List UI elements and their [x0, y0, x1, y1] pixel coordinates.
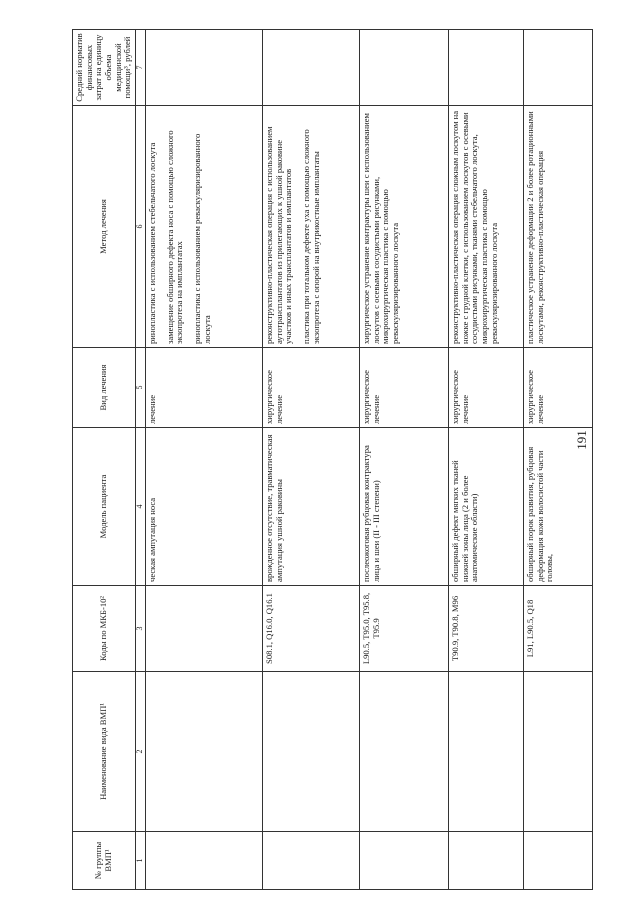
rotated-table-container	[72, 30, 572, 890]
cell-methods	[524, 106, 593, 348]
cell-name	[524, 672, 593, 832]
cell-group	[263, 832, 360, 890]
cell-cost	[449, 30, 524, 106]
method-text: реконструктивно-пластическая операция сложным лоскутом на ножке с грудной клетки, с использованием лоскутов с осевыми сосудистыми рисунками, тканями стебельчатого лоскута, микрохирургическая пластика с помощью реваскуляризированного лоскута	[450, 110, 499, 344]
page-number: 191	[574, 430, 589, 450]
header-treatment: Вид лечения	[73, 348, 136, 428]
column-number: 3	[136, 586, 146, 672]
vmp-table	[72, 29, 593, 890]
cell-name	[360, 672, 449, 832]
column-number: 7	[136, 30, 146, 106]
cell-methods	[360, 106, 449, 348]
cell-model: врожденное отсутствие, травматическая ампутация ушной раковины	[263, 428, 360, 586]
cell-group	[449, 832, 524, 890]
cell-cost	[360, 30, 449, 106]
method-text: ринопластика с использованием стебельчатого лоскута	[147, 142, 157, 344]
header-cost: Средний норматив финансовых затрат на единицу объема медицинской помощи³, рублей	[73, 30, 136, 106]
cell-methods	[449, 106, 524, 348]
cell-codes: L90.5, T95.0, T95.8, T95.9	[360, 586, 449, 672]
cell-treatment: хирургическое лечение	[449, 348, 524, 428]
column-number: 1	[136, 832, 146, 890]
cell-treatment: лечение	[146, 348, 263, 428]
cell-codes: S08.1, Q16.0, Q16.1	[263, 586, 360, 672]
column-number: 6	[136, 106, 146, 348]
column-number: 5	[136, 348, 146, 428]
cell-model: послеожоговая рубцовая контрактура лица и шеи (II - III степени)	[360, 428, 449, 586]
cell-name	[449, 672, 524, 832]
cell-name	[146, 672, 263, 832]
cell-codes: L91, L90.5, Q18	[524, 586, 593, 672]
header-method: Метод лечения	[73, 106, 136, 348]
header-row	[73, 30, 136, 890]
method-text: пластика при тотальном дефекте уха с помощью сложного экзопротеза с опорой на внутрикостные имплантаты	[300, 129, 321, 344]
column-number: 4	[136, 428, 146, 586]
header-codes: Коды по МКБ-10²	[73, 586, 136, 672]
cell-codes	[146, 586, 263, 672]
cell-cost	[524, 30, 593, 106]
method-text: реконструктивно-пластическая операция с использованием аутотрансплантатов из прилегающих к ушной раковине участков и иных трансплантатов и имплантатов	[264, 126, 294, 344]
table-row	[449, 30, 524, 890]
column-number: 2	[136, 672, 146, 832]
header-name: Наименование вида ВМП¹	[73, 672, 136, 832]
cell-methods	[263, 106, 360, 348]
cell-cost	[146, 30, 263, 106]
cell-name	[263, 672, 360, 832]
header-model: Модель пациента	[73, 428, 136, 586]
cell-treatment: хирургическое лечение	[360, 348, 449, 428]
cell-treatment: хирургическое лечение	[524, 348, 593, 428]
cell-model: обширный порок развития, рубцовая деформация кожи волосистой части головы,	[524, 428, 593, 586]
cell-model: обширный дефект мягких тканей нижней зоны лица (2 и более анатомические области)	[449, 428, 524, 586]
cell-group	[360, 832, 449, 890]
table-row	[524, 30, 593, 890]
table-row	[360, 30, 449, 890]
method-text: пластическое устранение деформации 2 и более ротационными лоскутами, реконструктивно-пластическая операция	[525, 111, 545, 344]
cell-model: ческая ампутация носа	[146, 428, 263, 586]
method-text: замещение обширного дефекта носа с помощью сложного экзопротеза на имплантатах	[164, 130, 185, 344]
table-row	[146, 30, 263, 890]
cell-group	[146, 832, 263, 890]
cell-group	[524, 832, 593, 890]
column-number-row	[136, 30, 146, 890]
cell-treatment: хирургическое лечение	[263, 348, 360, 428]
method-text: хирургическое устранение контрактуры шеи с использованием лоскутов с осевыми сосудистыми рисунками, микрохирургическая пластика с помощью реваскуляризированного лоскута	[361, 113, 400, 344]
cell-codes: T90.9, T90.8, M96	[449, 586, 524, 672]
cell-cost	[263, 30, 360, 106]
method-text: ринопластика с использованием реваскуляризированного лоскута	[191, 133, 212, 344]
table-row	[263, 30, 360, 890]
cell-methods	[146, 106, 263, 348]
header-group: № группы ВМП¹	[73, 832, 136, 890]
